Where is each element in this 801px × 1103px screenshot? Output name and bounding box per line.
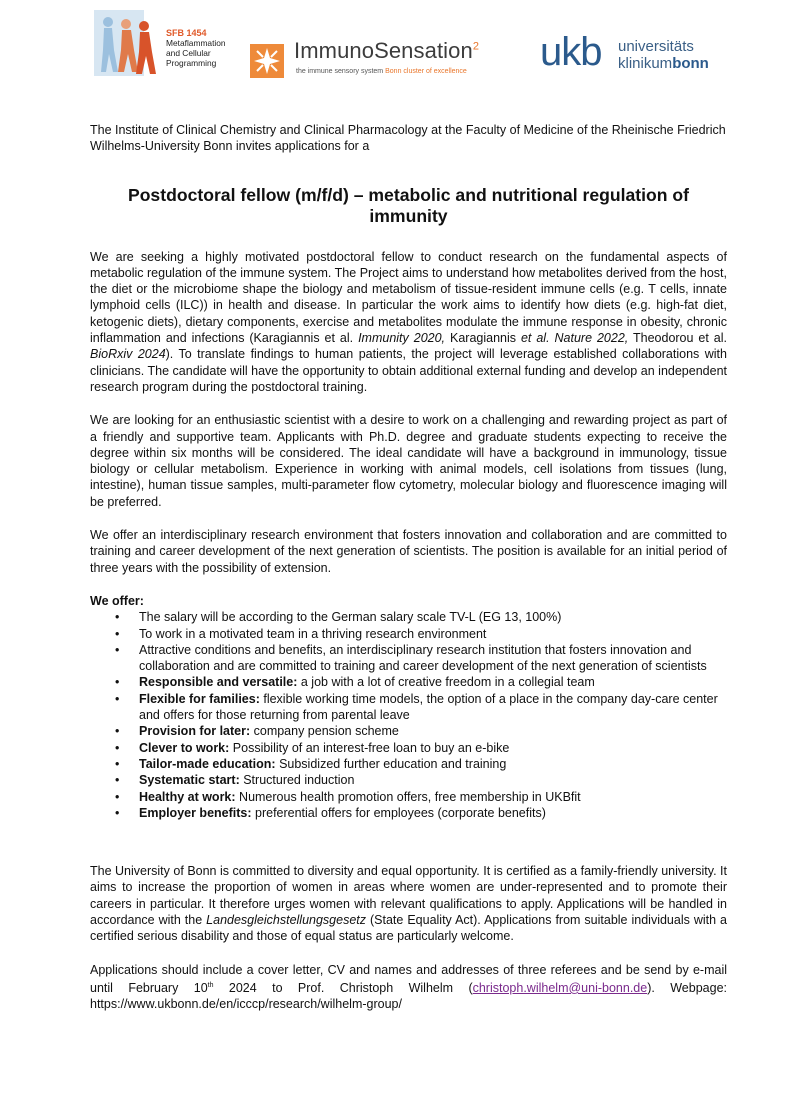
- list-item: [115, 772, 727, 788]
- sfb-logo-text: [166, 28, 226, 68]
- citation-italic: Immunity 2020,: [358, 331, 446, 346]
- list-item: [115, 723, 727, 739]
- bullet-icon: •: [115, 805, 120, 820]
- bullet-icon: •: [115, 773, 120, 788]
- list-item-text: Structured induction: [239, 773, 355, 788]
- list-item-bold: Clever to work:: [139, 740, 230, 755]
- text-span: Applications should include a cover letter, CV and names and addresses of three referees and be send by e-mail until February 10: [90, 962, 727, 996]
- bullet-icon: •: [115, 724, 120, 739]
- text-span: We are seeking a highly motivated postdoctoral fellow to conduct research on the fundamental aspects of metabolic regulation of the immune system. The Project aims to understand how metabolites derived from the host, the diet or the microbiome shape the biology and metabolism of tissue-resident immune cells (e.g. T cells, innate lymphoid cells (ILC)) in health and disease. In particular the work aims to identify how diets (e.g. high-fat diet, ketogenic diets), dietary components, exercise and metabolites modulate the immune response in obesity, chronic inflammation and infections (Karagiannis et al.: [90, 249, 727, 346]
- list-item: [115, 626, 727, 642]
- offer-list: [90, 609, 727, 821]
- text-span: Karagiannis: [445, 331, 521, 346]
- list-item-bold: Employer benefits:: [139, 805, 252, 820]
- sfb-logo: [94, 10, 244, 80]
- sfb-logo-title: SFB 1454: [166, 28, 207, 38]
- email-link[interactable]: christoph.wilhelm@uni-bonn.de: [472, 981, 648, 996]
- offer-heading: We offer:: [90, 593, 144, 608]
- ukb-name-klinikum: klinikum: [618, 55, 673, 72]
- list-item: [115, 691, 727, 724]
- text-span: 2024 to Prof. Christoph Wilhelm (: [213, 981, 473, 996]
- immunosensation-star-icon: [250, 44, 284, 78]
- immunosensation-name-text: ImmunoSensation: [294, 38, 473, 63]
- list-item-text: Possibility of an interest-free loan to buy an e-bike: [229, 740, 510, 755]
- immunosensation-tag-main: the immune sensory system: [296, 68, 384, 75]
- list-item-text: preferential offers for employees (corporate benefits): [251, 805, 546, 820]
- list-item: [115, 642, 727, 675]
- list-item-text: The salary will be according to the German salary scale TV-L (EG 13, 100%): [139, 610, 562, 625]
- list-item-text: a job with a lot of creative freedom in a collegial team: [297, 675, 595, 690]
- bullet-icon: •: [115, 610, 120, 625]
- immunosensation-sup: 2: [472, 40, 480, 53]
- sfb-figures-graphic: [94, 10, 158, 76]
- environment-paragraph: We offer an interdisciplinary research environment that fosters innovation and collaboration and are committed to training and career development of the next generation of scientists. The position is available for an initial period of three years with the possibility of extension.: [90, 528, 727, 575]
- immunosensation-tagline: [296, 68, 467, 75]
- bullet-icon: •: [115, 675, 120, 690]
- list-item-text: Numerous health promotion offers, free membership in UKBfit: [235, 789, 581, 804]
- list-item-text: To work in a motivated team in a thriving research environment: [139, 626, 487, 641]
- page-title: Postdoctoral fellow (m/f/d) – metabolic and nutritional regulation of immunity: [127, 184, 690, 226]
- list-item-bold: Responsible and versatile:: [139, 675, 298, 690]
- list-item-text: flexible working time models, the option of a place in the company day-care center and offers for those returning from parental leave: [139, 691, 718, 723]
- list-item-bold: Healthy at work:: [139, 789, 236, 804]
- citation-italic: et al. Nature 2022,: [520, 331, 629, 346]
- bullet-icon: •: [115, 756, 120, 771]
- ukb-name-line1: universitäts: [618, 38, 694, 55]
- list-item: [115, 674, 727, 690]
- bullet-icon: •: [115, 691, 120, 706]
- bullet-icon: •: [115, 789, 120, 804]
- document-body: [90, 122, 727, 1013]
- text-span: The University of Bonn is committed to diversity and equal opportunity. It is certified as a family-friendly university. It aims to increase the proportion of women in areas where women are under-represented and to promote their careers in particular. It therefore urges women with relevant qualifications to apply. Applications will be handled in accordance with the: [90, 864, 727, 927]
- sfb-logo-line: Metaflammation: [166, 38, 226, 48]
- list-item: [115, 805, 727, 821]
- candidate-paragraph: We are looking for an enthusiastic scientist with a desire to work on a challenging and rewarding project as part of a friendly and supportive team. Applicants with Ph.D. degree and graduate students expecting to receive the degree within six months will be considered. The ideal candidate will have a background in immunology, tissue biology or cellular metabolism. Experience in working with animal models, cell isolations from tissues (lung, intestine), human tissue samples, multi-parameter flow cytometry, molecular biology and fluorescence imaging will be preferred.: [90, 413, 727, 509]
- ukb-name-line2: [618, 55, 709, 72]
- ukb-name-bonn: bonn: [672, 55, 709, 72]
- list-item-bold: Provision for later:: [139, 724, 251, 739]
- sfb-logo-line: Programming: [166, 58, 217, 68]
- spacer: [90, 821, 727, 863]
- intro-paragraph: The Institute of Clinical Chemistry and Clinical Pharmacology at the Faculty of Medicine of the Rheinische Friedrich Wilhelms-University Bonn invites applications for a: [90, 123, 726, 154]
- bullet-icon: •: [115, 626, 120, 641]
- text-span: ). To translate findings to human patients, the project will leverage established collaborations with clinicians. The candidate will have the opportunity to obtain additional external funding and develop an independent research program during the postdoctoral training.: [90, 347, 727, 394]
- list-item-text: Subsidized further education and training: [275, 756, 507, 771]
- list-item-text: company pension scheme: [250, 724, 399, 739]
- ukb-logo-name: [618, 38, 709, 72]
- list-item-bold: Tailor-made education:: [139, 756, 276, 771]
- text-span: Theodorou et al.: [628, 331, 727, 346]
- header-logos: [0, 0, 801, 95]
- diversity-paragraph: [90, 863, 727, 944]
- immunosensation-logo: [250, 38, 510, 83]
- list-item-bold: Systematic start:: [139, 773, 240, 788]
- date-ordinal: th: [207, 981, 214, 989]
- ukb-logo-mark: ukb: [540, 30, 602, 74]
- list-item: [115, 756, 727, 772]
- list-item: [115, 740, 727, 756]
- list-item: [115, 789, 727, 805]
- law-name-italic: Landesgleichstellungsgesetz: [206, 912, 367, 927]
- citation-italic: BioRxiv 2024: [90, 347, 166, 362]
- research-paragraph: [90, 249, 727, 396]
- list-item: [115, 609, 727, 625]
- list-item-text: Attractive conditions and benefits, an interdisciplinary research institution that fosters innovation and collaboration and are committed to training and career development of the next generation of scientists: [139, 642, 707, 674]
- ukb-logo: [540, 32, 740, 82]
- list-item-bold: Flexible for families:: [139, 691, 260, 706]
- immunosensation-name: [294, 38, 479, 64]
- bullet-icon: •: [115, 642, 120, 657]
- immunosensation-tag-cluster: Bonn cluster of excellence: [385, 68, 467, 75]
- sfb-logo-line: and Cellular: [166, 48, 211, 58]
- bullet-icon: •: [115, 740, 120, 755]
- application-paragraph: [90, 962, 727, 1013]
- text-span: (State Equality Act). Applications from suitable individuals with a certified serious disability and those of equal status are particularly welcome.: [90, 912, 727, 944]
- text-span: ). Webpage: https://www.ukbonn.de/en/icccp/research/wilhelm-group/: [90, 981, 727, 1012]
